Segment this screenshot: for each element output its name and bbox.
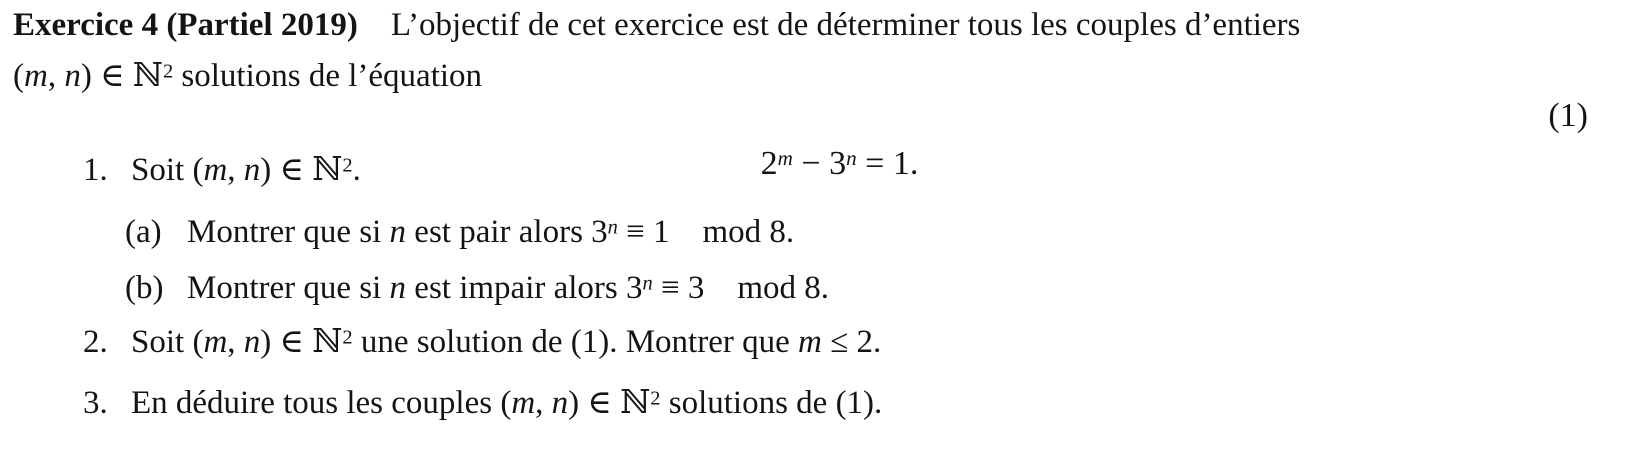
item-2-number: 2. xyxy=(83,324,108,360)
superscript: 2 xyxy=(162,60,174,83)
item-1b-number: (b) xyxy=(125,270,164,306)
text-segment: solutions de l’équation xyxy=(173,58,483,94)
text-segment: Montrer que si xyxy=(187,214,390,250)
item-1-text xyxy=(131,148,361,192)
text-segment: solutions de (1). xyxy=(660,385,883,421)
superscript: 2 xyxy=(650,387,661,410)
text-segment: , xyxy=(227,324,244,360)
text-segment: ≡ 1 mod 8. xyxy=(617,214,795,250)
item-1b-text xyxy=(187,266,829,310)
text-segment: L’objectif de cet exercice est de déterminer tous les couples d’entiers xyxy=(357,7,1301,43)
item-1a-text xyxy=(187,210,794,254)
text-segment: m xyxy=(203,324,228,360)
text-segment: m xyxy=(511,385,536,421)
intro-paragraph xyxy=(13,0,1632,102)
text-segment: m xyxy=(798,324,822,360)
text-segment: ( xyxy=(13,58,24,94)
text-segment: ≡ 3 mod 8. xyxy=(652,270,829,306)
text-segment: En déduire tous les couples ( xyxy=(131,385,512,421)
text-segment: n xyxy=(64,58,81,94)
text-segment: n xyxy=(243,324,261,360)
text-segment: n xyxy=(551,385,569,421)
text-segment: . xyxy=(352,152,361,188)
text-segment: Soit ( xyxy=(131,324,204,360)
intro-line-1 xyxy=(13,0,1632,51)
superscript: m xyxy=(777,146,793,171)
text-segment: ) ∈ ℕ xyxy=(80,58,163,94)
superscript: n xyxy=(642,272,653,295)
text-segment: = 1. xyxy=(856,145,919,182)
equation xyxy=(761,145,919,182)
text-segment: n xyxy=(389,270,407,306)
text-segment: ) ∈ ℕ xyxy=(260,152,343,188)
text-segment: Exercice 4 (Partiel 2019) xyxy=(13,7,358,43)
superscript: 2 xyxy=(342,154,353,177)
text-segment: est pair alors 3 xyxy=(406,214,608,250)
superscript: n xyxy=(607,216,618,239)
list-item-1a xyxy=(125,210,1632,254)
text-segment: Montrer que si xyxy=(187,270,390,306)
text-segment: , xyxy=(47,58,65,94)
item-2-text xyxy=(131,320,881,364)
item-1a-number: (a) xyxy=(125,214,162,250)
text-segment: , xyxy=(535,385,552,421)
text-segment: Soit ( xyxy=(131,152,204,188)
text-segment: m xyxy=(203,152,228,188)
text-segment: 2 xyxy=(760,145,778,182)
list-item-3 xyxy=(83,381,1632,425)
list-item-1b xyxy=(125,266,1632,310)
item-1-number: 1. xyxy=(83,152,108,188)
text-segment: − 3 xyxy=(792,145,847,182)
superscript: 2 xyxy=(342,326,353,349)
text-segment: n xyxy=(389,214,407,250)
superscript: n xyxy=(846,146,857,171)
text-segment: ) ∈ ℕ xyxy=(260,324,343,360)
text-segment: ) ∈ ℕ xyxy=(568,385,651,421)
text-segment: n xyxy=(243,152,261,188)
text-segment: est impair alors 3 xyxy=(406,270,643,306)
text-segment: m xyxy=(24,58,48,94)
item-3-number: 3. xyxy=(83,385,108,421)
text-segment: , xyxy=(227,152,244,188)
equation-number: (1) xyxy=(1548,97,1588,134)
item-3-text xyxy=(131,381,882,425)
list-item-2 xyxy=(83,320,1632,364)
text-segment: une solution de (1). Montrer que xyxy=(352,324,798,360)
text-segment: ≤ 2. xyxy=(821,324,882,360)
